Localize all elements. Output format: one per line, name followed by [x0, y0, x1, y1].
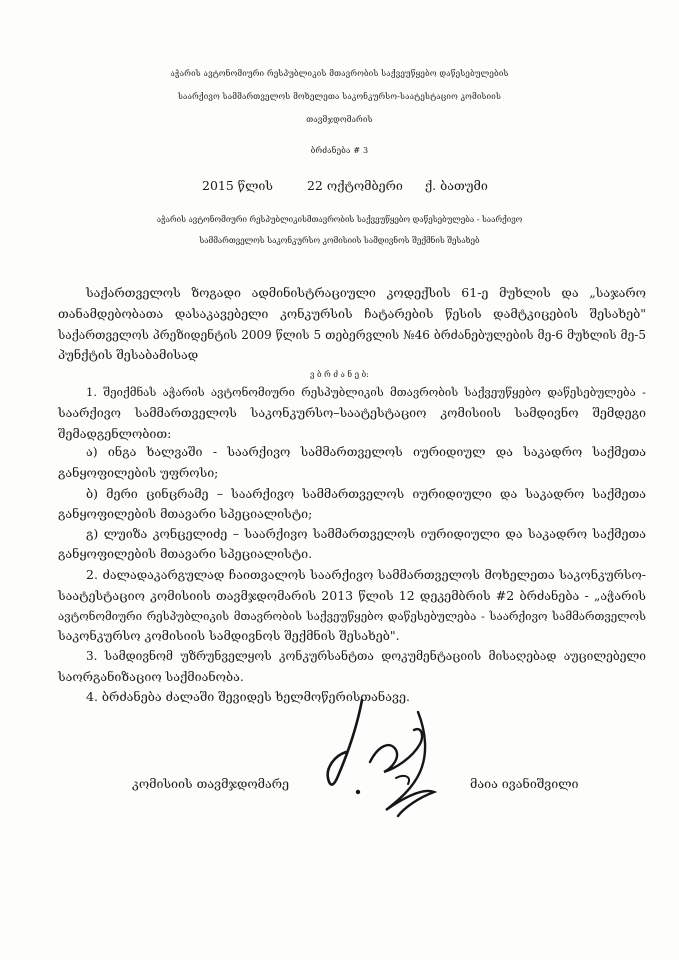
item-a-line-2: განყოფილების უფროსი;: [58, 465, 219, 480]
order-title: ბრძანება # 3: [310, 146, 369, 155]
header-line-1: აჭარის ავტონომიური რესპუბლიკის მთავრობის საქვეუწყებო დაწესებულების: [170, 69, 509, 78]
handwritten-signature: [300, 692, 450, 822]
item-3-line-1: 3. სამდივნომ უზრუნველყოს კონკურსანტთა დოკუმენტაციის მისაღებად აუცილებელი: [86, 649, 646, 663]
item-1-line-1: 1. შეიქმნას აჭარის ავტონომიური რესპუბლიკის მთავრობის საქვეუწყებო დაწესებულება -: [86, 385, 646, 399]
item-2-line-4: საკონკურსო კომისიის სამდივნოს შექმნის შესახებ".: [58, 628, 400, 643]
preamble-line-3: საქართველოს პრეზიდენტის 2009 წლის 5 თებერვლის №46 ბრძანებულების მე-6 მუხლის მე-5: [58, 328, 646, 342]
item-a-line-1: ა) ინგა ხალვაში - საარქივო სამმართველოს იურიდიულ და საკადრო საქმეთა: [86, 444, 646, 459]
header-line-3: თავმჯდომარის: [306, 115, 373, 124]
subject-line-1: აჭარის ავტონომიური რესპუბლიკისმთავრობის საქვეუწყებო დაწესებულება - საარქივო: [156, 215, 523, 224]
item-1-line-2: საარქივო სამმართველოს საკონკურსო–საატესტაციო კომისიის სამდივნო შემდეგი: [58, 405, 646, 420]
order-word: ვ ბ რ ძ ა ნ ე ბ:: [310, 370, 369, 379]
order-city: ქ. ბათუმი: [424, 178, 488, 193]
preamble-line-1: საქართველოს ზოგადი ადმინისტრაციული კოდექსის 61-ე მუხლის და „საჯარო: [86, 285, 646, 300]
item-g-line-1: გ) ლუიზა კონცელიძე – საარქივო სამმართველოს იურიდიული და საკადრო საქმეთა: [86, 526, 646, 541]
header-line-2: საარქივო სამმართველოს მოხელეთა საკონკურსო-საატესტაციო კომისიის: [177, 92, 502, 101]
preamble-line-4: პუნქტის შესაბამისად: [58, 347, 199, 362]
order-month: ოქტომბერი: [326, 178, 403, 193]
item-b-line-1: ბ) მერი ცინცრამე – საარქივო სამმართველოს იურიდიული და საკადრო საქმეთა: [86, 486, 646, 501]
item-2-line-1: 2. ძალადაკარგულად ჩაითვალოს საარქივო სამმართველოს მოხელეთა საკონკურსო-: [86, 567, 646, 582]
item-1-line-3: შემადგენლობით:: [58, 426, 172, 441]
order-day: 22: [306, 178, 323, 193]
signatory-position: კომისიის თავმჯდომარე: [132, 776, 290, 791]
item-2-line-2: საატესტაციო კომისიის თავმჯდომარის 2013 წლის 12 დეკემბრის #2 ბრძანება - „აჭარის: [58, 588, 646, 603]
order-year-word: წლის: [237, 178, 273, 193]
item-g-line-2: განყოფილების მთავარი სპეციალისტი.: [58, 546, 313, 561]
subject-line-2: სამმართველოს საკონკურსო კომისიის სამდივნოს შექმნის შესახებ: [199, 236, 480, 245]
order-year: 2015: [202, 178, 234, 193]
preamble-line-2: თანამდებობათა დასაკავებელი კონკურსის ჩატარების წესის დამტკიცების შესახებ": [58, 306, 646, 321]
item-4-line-1: 4. ბრძანება ძალაში შევიდეს ხელმოწერისთანავე.: [86, 689, 410, 704]
signatory-name: მაია ივანიშვილი: [470, 776, 579, 791]
item-b-line-2: განყოფილების მთავარი სპეციალისტი;: [58, 506, 313, 521]
item-3-line-2: საორგანიზაციო საქმიანობა.: [58, 669, 244, 684]
item-2-line-3: ავტონომიური რესპუბლიკის მთავრობის საქვეუწყებო დაწესებულება - საარქივო სამმართველოს: [58, 609, 646, 623]
order-date: [202, 178, 488, 194]
